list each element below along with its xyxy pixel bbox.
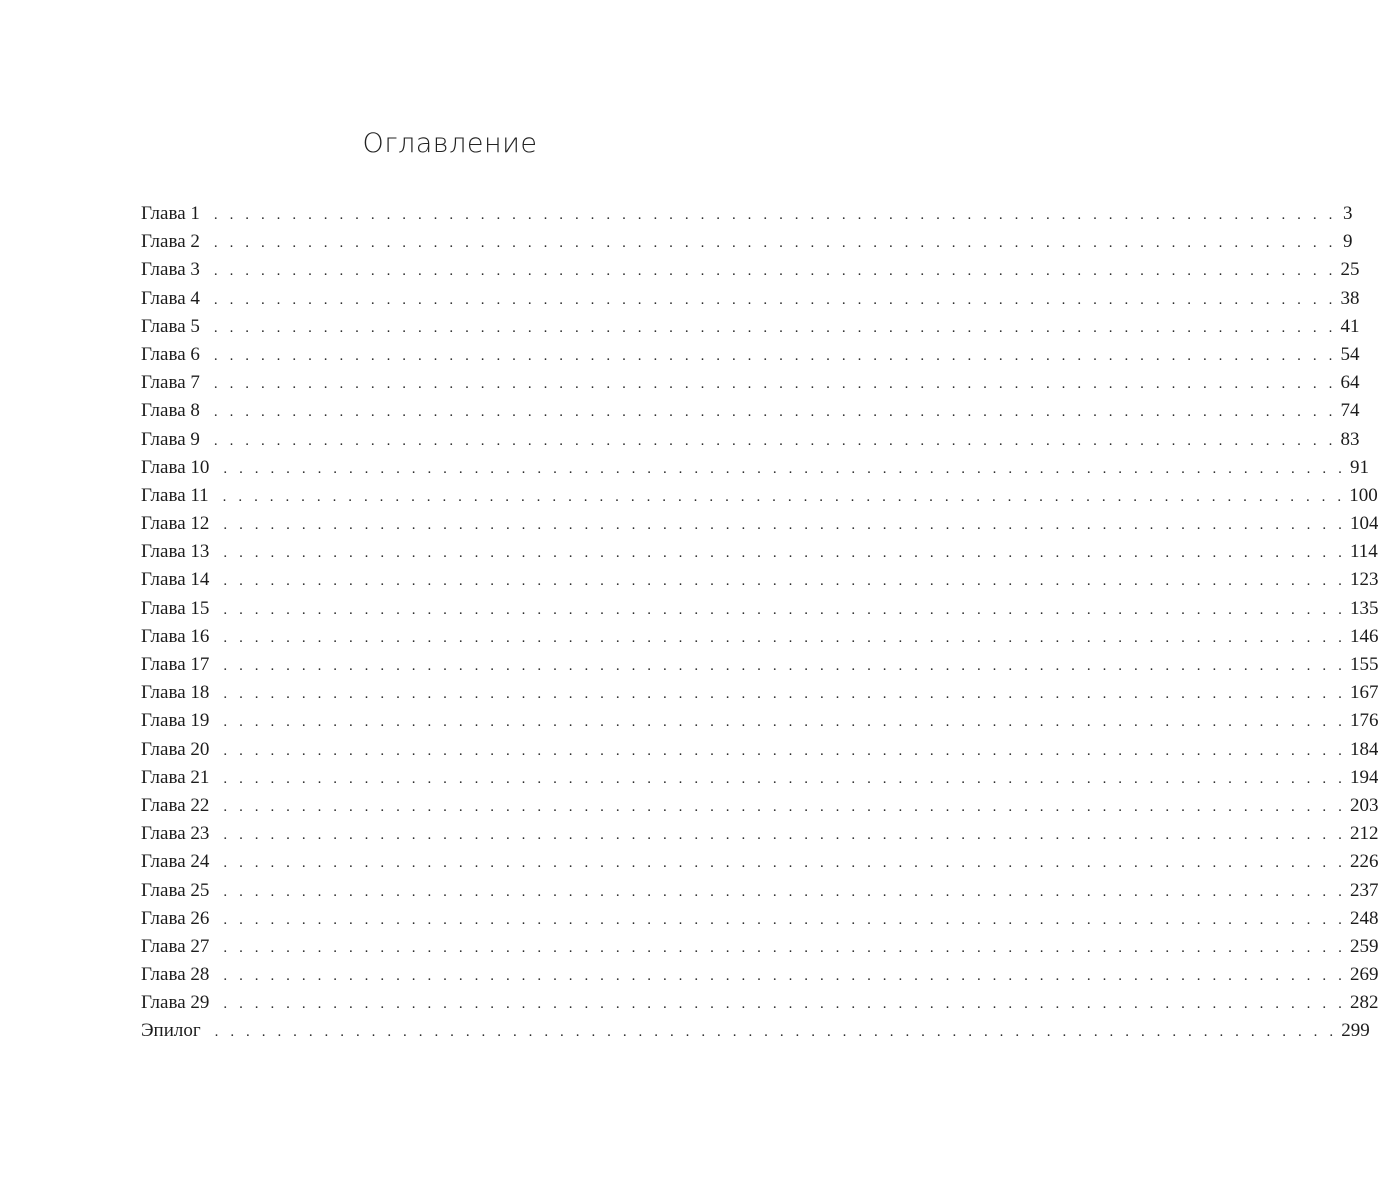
toc-dot-leader: . . . . . . . . . . . . . . . . . . . . . . . . . . . . . . . . . . . . . . . . . . . . . . . . . . . . . . . . . . . . . . . . . . . . . . . .	[223, 798, 1346, 815]
toc-entry-page-number: 259	[1349, 935, 1378, 957]
toc-entry	[141, 679, 1378, 707]
toc-dot-leader: . . . . . . . . . . . . . . . . . . . . . . . . . . . . . . . . . . . . . . . . . . . . . . . . . . . . . . . . . . . . . . . . . . . . . . . .	[223, 770, 1346, 787]
toc-entry-label: Глава 29	[141, 992, 210, 1014]
toc-dot-leader: . . . . . . . . . . . . . . . . . . . . . . . . . . . . . . . . . . . . . . . . . . . . . . . . . . . . . . . . . . . . . . . . . . . . . . . .	[214, 1024, 1338, 1041]
toc-entry-label: Глава 10	[141, 456, 210, 478]
toc-entry	[141, 651, 1378, 679]
toc-entry-page-number: 155	[1349, 654, 1378, 675]
toc-entry	[141, 989, 1378, 1017]
toc-entry-page-number: 282	[1349, 992, 1378, 1014]
toc-entry	[141, 426, 1360, 454]
toc-entry-page-number: 100	[1349, 484, 1378, 506]
toc-entry	[141, 764, 1378, 792]
toc-entry	[141, 848, 1378, 876]
toc-dot-leader: . . . . . . . . . . . . . . . . . . . . . . . . . . . . . . . . . . . . . . . . . . . . . . . . . . . . . . . . . . . . . . . . . . . . . . . .	[213, 263, 1337, 280]
toc-entry-label: Глава 26	[141, 907, 210, 929]
toc-entry-label: Глава 8	[141, 400, 200, 422]
toc-entry-label: Глава 1	[141, 203, 200, 224]
toc-entry	[141, 510, 1378, 538]
toc-dot-leader: . . . . . . . . . . . . . . . . . . . . . . . . . . . . . . . . . . . . . . . . . . . . . . . . . . . . . . . . . . . . . . . . . . . . . . . .	[223, 883, 1346, 900]
toc-entry	[141, 454, 1369, 482]
toc-entry-label: Глава 28	[141, 964, 210, 986]
toc-dot-leader: . . . . . . . . . . . . . . . . . . . . . . . . . . . . . . . . . . . . . . . . . . . . . . . . . . . . . . . . . . . . . . . . . . . . . . . .	[213, 235, 1337, 252]
toc-entry-page-number: 91	[1349, 456, 1369, 478]
toc-dot-leader: . . . . . . . . . . . . . . . . . . . . . . . . . . . . . . . . . . . . . . . . . . . . . . . . . . . . . . . . . . . . . . . . . . . . . . . .	[213, 207, 1337, 223]
toc-entry-label: Глава 16	[141, 625, 210, 647]
toc-dot-leader: . . . . . . . . . . . . . . . . . . . . . . . . . . . . . . . . . . . . . . . . . . . . . . . . . . . . . . . . . . . . . . . . . . . . . . . .	[223, 460, 1346, 477]
toc-entry-page-number: 237	[1349, 879, 1378, 901]
toc-entry-label: Эпилог	[141, 1020, 201, 1042]
toc-entry-label: Глава 14	[141, 569, 210, 591]
toc-entry-label: Глава 13	[141, 541, 210, 563]
toc-entry-label: Глава 18	[141, 682, 210, 704]
toc-entry-label: Глава 22	[141, 794, 210, 816]
toc-dot-leader: . . . . . . . . . . . . . . . . . . . . . . . . . . . . . . . . . . . . . . . . . . . . . . . . . . . . . . . . . . . . . . . . . . . . . . . .	[223, 686, 1346, 703]
toc-entry-label: Глава 25	[141, 879, 210, 901]
toc-entry	[141, 820, 1378, 848]
toc-entry-label: Глава 2	[141, 231, 200, 253]
toc-entry-label: Глава 23	[141, 823, 210, 845]
toc-entry	[141, 341, 1360, 369]
toc-entry-page-number: 203	[1349, 794, 1378, 816]
toc-entry-page-number: 123	[1349, 569, 1378, 591]
toc-dot-leader: . . . . . . . . . . . . . . . . . . . . . . . . . . . . . . . . . . . . . . . . . . . . . . . . . . . . . . . . . . . . . . . . . . . . . . . .	[223, 714, 1346, 731]
toc-entry	[141, 961, 1378, 989]
toc-dot-leader: . . . . . . . . . . . . . . . . . . . . . . . . . . . . . . . . . . . . . . . . . . . . . . . . . . . . . . . . . . . . . . . . . . . . . . . .	[223, 545, 1346, 562]
toc-entry	[141, 736, 1378, 764]
toc-entry-page-number: 54	[1340, 343, 1360, 365]
toc-entry	[141, 200, 1353, 228]
toc-entry-page-number: 74	[1340, 400, 1360, 422]
toc-dot-leader: . . . . . . . . . . . . . . . . . . . . . . . . . . . . . . . . . . . . . . . . . . . . . . . . . . . . . . . . . . . . . . . . . . . . . . . .	[223, 573, 1346, 590]
toc-entry-page-number: 194	[1349, 766, 1378, 788]
toc-entry	[141, 538, 1378, 566]
toc-entry-page-number: 176	[1349, 710, 1378, 732]
toc-entry-page-number: 104	[1349, 513, 1378, 535]
toc-dot-leader: . . . . . . . . . . . . . . . . . . . . . . . . . . . . . . . . . . . . . . . . . . . . . . . . . . . . . . . . . . . . . . . . . . . . . . . .	[223, 827, 1346, 844]
toc-entry	[141, 228, 1353, 256]
toc-entry	[141, 1017, 1370, 1045]
toc-entry	[141, 707, 1378, 735]
toc-entry-page-number: 167	[1349, 682, 1378, 704]
toc-entry-label: Глава 21	[141, 766, 210, 788]
toc-entry-page-number: 269	[1349, 964, 1378, 986]
toc-entry	[141, 397, 1360, 425]
toc-dot-leader: . . . . . . . . . . . . . . . . . . . . . . . . . . . . . . . . . . . . . . . . . . . . . . . . . . . . . . . . . . . . . . . . . . . . . . . .	[213, 319, 1337, 336]
toc-entry-label: Глава 15	[141, 597, 210, 619]
toc-entry-page-number: 184	[1349, 738, 1378, 760]
toc-entry-label: Глава 7	[141, 372, 200, 394]
toc-entry-page-number: 299	[1341, 1020, 1370, 1042]
toc-entry-page-number: 83	[1340, 428, 1360, 450]
toc-dot-leader: . . . . . . . . . . . . . . . . . . . . . . . . . . . . . . . . . . . . . . . . . . . . . . . . . . . . . . . . . . . . . . . . . . . . . . . .	[213, 376, 1337, 393]
toc-entry-page-number: 41	[1340, 315, 1360, 337]
toc-entry-page-number: 114	[1349, 541, 1378, 563]
toc-entry-label: Глава 4	[141, 287, 200, 309]
toc-entry-label: Глава 24	[141, 851, 210, 873]
toc-dot-leader: . . . . . . . . . . . . . . . . . . . . . . . . . . . . . . . . . . . . . . . . . . . . . . . . . . . . . . . . . . . . . . . . . . . . . . . .	[213, 404, 1337, 421]
toc-entry	[141, 905, 1378, 933]
toc-dot-leader: . . . . . . . . . . . . . . . . . . . . . . . . . . . . . . . . . . . . . . . . . . . . . . . . . . . . . . . . . . . . . . . . . . . . . . . .	[213, 291, 1337, 308]
toc-dot-leader: . . . . . . . . . . . . . . . . . . . . . . . . . . . . . . . . . . . . . . . . . . . . . . . . . . . . . . . . . . . . . . . . . . . . . . . .	[223, 996, 1346, 1013]
toc-dot-leader: . . . . . . . . . . . . . . . . . . . . . . . . . . . . . . . . . . . . . . . . . . . . . . . . . . . . . . . . . . . . . . . . . . . . . . . .	[223, 939, 1346, 956]
toc-entry	[141, 566, 1378, 594]
toc-entry-page-number: 9	[1342, 231, 1353, 253]
toc-entry-label: Глава 17	[141, 654, 210, 675]
toc-entry	[141, 595, 1378, 623]
toc-entry	[141, 482, 1378, 510]
toc-entry	[141, 313, 1360, 341]
table-of-contents	[141, 200, 1378, 1046]
toc-entry	[141, 623, 1378, 651]
toc-dot-leader: . . . . . . . . . . . . . . . . . . . . . . . . . . . . . . . . . . . . . . . . . . . . . . . . . . . . . . . . . . . . . . . . . . . . . . . .	[223, 658, 1346, 674]
toc-dot-leader: . . . . . . . . . . . . . . . . . . . . . . . . . . . . . . . . . . . . . . . . . . . . . . . . . . . . . . . . . . . . . . . . . . . . . . . .	[223, 968, 1346, 985]
toc-entry	[141, 285, 1360, 313]
toc-entry-label: Глава 11	[141, 484, 209, 506]
toc-entry-page-number: 248	[1349, 907, 1378, 929]
toc-dot-leader: . . . . . . . . . . . . . . . . . . . . . . . . . . . . . . . . . . . . . . . . . . . . . . . . . . . . . . . . . . . . . . . . . . . . . . . .	[223, 601, 1346, 618]
toc-entry-label: Глава 3	[141, 259, 200, 281]
toc-dot-leader: . . . . . . . . . . . . . . . . . . . . . . . . . . . . . . . . . . . . . . . . . . . . . . . . . . . . . . . . . . . . . . . . . . . . . . . .	[223, 911, 1346, 928]
toc-entry-page-number: 212	[1349, 823, 1378, 845]
toc-entry-page-number: 3	[1342, 203, 1353, 224]
toc-dot-leader: . . . . . . . . . . . . . . . . . . . . . . . . . . . . . . . . . . . . . . . . . . . . . . . . . . . . . . . . . . . . . . . . . . . . . . . .	[223, 517, 1346, 534]
toc-entry-label: Глава 6	[141, 343, 200, 365]
toc-entry-label: Глава 20	[141, 738, 210, 760]
toc-entry-label: Глава 27	[141, 935, 210, 957]
toc-entry-label: Глава 12	[141, 513, 210, 535]
toc-dot-leader: . . . . . . . . . . . . . . . . . . . . . . . . . . . . . . . . . . . . . . . . . . . . . . . . . . . . . . . . . . . . . . . . . . . . . . . .	[223, 855, 1346, 872]
toc-entry	[141, 933, 1378, 961]
toc-dot-leader: . . . . . . . . . . . . . . . . . . . . . . . . . . . . . . . . . . . . . . . . . . . . . . . . . . . . . . . . . . . . . . . . . . . . . . . .	[213, 432, 1337, 449]
toc-entry-page-number: 135	[1349, 597, 1378, 619]
toc-entry-page-number: 64	[1340, 372, 1360, 394]
toc-entry-label: Глава 9	[141, 428, 200, 450]
toc-entry	[141, 256, 1360, 284]
toc-entry	[141, 792, 1378, 820]
toc-dot-leader: . . . . . . . . . . . . . . . . . . . . . . . . . . . . . . . . . . . . . . . . . . . . . . . . . . . . . . . . . . . . . . . . . . . . . . . .	[223, 629, 1346, 646]
toc-dot-leader: . . . . . . . . . . . . . . . . . . . . . . . . . . . . . . . . . . . . . . . . . . . . . . . . . . . . . . . . . . . . . . . . . . . . . . . .	[223, 742, 1346, 759]
toc-entry-page-number: 38	[1340, 287, 1360, 309]
toc-entry-page-number: 226	[1349, 851, 1378, 873]
toc-heading: Оглавление	[362, 128, 538, 159]
toc-entry-label: Глава 5	[141, 315, 200, 337]
toc-dot-leader: . . . . . . . . . . . . . . . . . . . . . . . . . . . . . . . . . . . . . . . . . . . . . . . . . . . . . . . . . . . . . . . . . . . . . . . .	[222, 488, 1346, 505]
toc-entry	[141, 369, 1360, 397]
toc-entry-label: Глава 19	[141, 710, 210, 732]
toc-dot-leader: . . . . . . . . . . . . . . . . . . . . . . . . . . . . . . . . . . . . . . . . . . . . . . . . . . . . . . . . . . . . . . . . . . . . . . . .	[213, 347, 1337, 364]
toc-entry-page-number: 146	[1349, 625, 1378, 647]
toc-entry-page-number: 25	[1340, 259, 1360, 281]
toc-entry	[141, 877, 1378, 905]
